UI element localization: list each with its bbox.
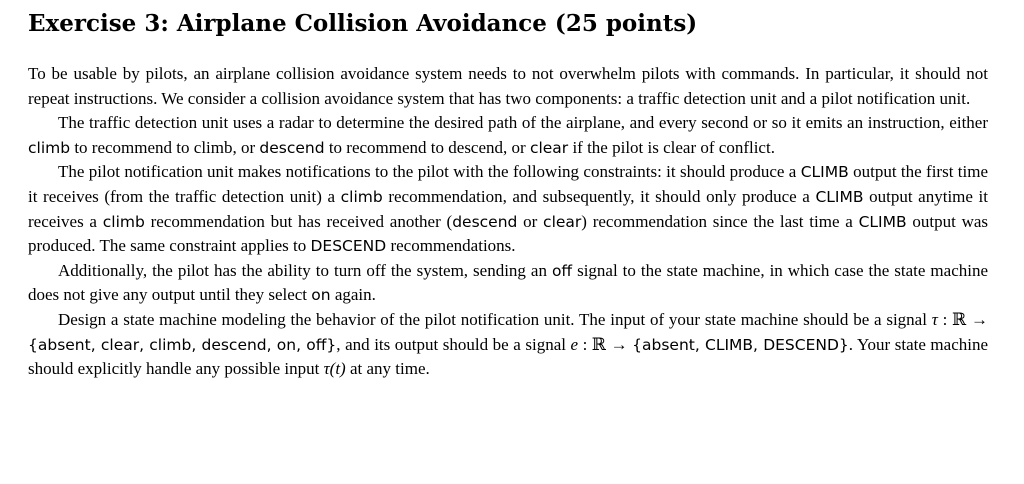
paragraph-intro: To be usable by pilots, an airplane collision avoidance system needs to not overwhelm pilots with commands. In particular, it should not repeat instructions. We consider a collision avoidance system that has two components: a traffic detection unit and a pilot notification unit.	[28, 64, 988, 108]
keyword-climb: climb	[28, 138, 71, 157]
text-segment: output anytime it receives a	[28, 186, 988, 231]
keyword-climb: climb	[102, 212, 145, 231]
paragraph-design-task	[28, 308, 988, 382]
paragraph-traffic-detection	[28, 111, 988, 160]
text-segment: Additionally, the pilot has the ability to turn off the system, sending an	[58, 260, 552, 280]
keyword-CLIMB: CLIMB	[858, 212, 907, 231]
math-input-signal: τ	[931, 309, 938, 329]
math-input-expression: τ(t)	[323, 359, 346, 379]
exercise-title: Exercise 3: Airplane Collision Avoidance (25 points)	[28, 10, 698, 37]
text-segment: if the pilot is clear of conflict.	[568, 137, 775, 157]
text-segment: ) recommendation since the last time a	[581, 211, 859, 231]
text-segment: , and its output should be a signal	[336, 334, 571, 354]
text-segment: output was produced. The same constraint applies to	[28, 211, 989, 256]
keyword-descend: descend	[452, 212, 518, 231]
exercise-body	[28, 62, 988, 382]
text-segment: The pilot notification unit makes notifications to the pilot with the following constraints: it should produce a	[58, 162, 801, 182]
math-output-domain: : ℝ →	[578, 334, 633, 354]
paragraph-off-switch	[28, 259, 988, 308]
text-segment: at any time.	[345, 359, 430, 379]
text-segment: recommendations.	[386, 236, 516, 256]
paragraph-pilot-notification	[28, 160, 988, 258]
keyword-clear: clear	[529, 138, 569, 157]
keyword-CLIMB: CLIMB	[815, 187, 864, 206]
text-segment: or	[517, 211, 544, 231]
keyword-off: off	[551, 261, 573, 280]
math-output-signal: e	[570, 334, 579, 354]
text-segment: recommendation, and subsequently, it should only produce a	[382, 186, 816, 206]
keyword-CLIMB: CLIMB	[800, 163, 849, 182]
text-segment: . Your state machine should explicitly handle any possible input	[28, 334, 989, 379]
keyword-DESCEND: DESCEND	[310, 237, 387, 256]
input-alphabet-set: {absent, clear, climb, descend, on, off}	[28, 335, 337, 354]
text-segment: recommendation but has received another (	[144, 211, 453, 231]
text-segment: The traffic detection unit uses a radar to determine the desired path of the airplane, and every second or so it emits an instruction, either	[58, 113, 988, 133]
text-segment: signal to the state machine, in which case the state machine does not give any output until they select	[28, 260, 989, 305]
keyword-on: on	[311, 286, 331, 305]
math-input-domain: : ℝ →	[937, 309, 988, 329]
keyword-climb: climb	[340, 187, 383, 206]
text-segment: Design a state machine modeling the behavior of the pilot notification unit. The input of your state machine should be a signal	[58, 309, 932, 329]
output-alphabet-set: {absent, CLIMB, DESCEND}	[632, 335, 849, 354]
exercise-page	[28, 8, 988, 382]
text-segment: to recommend to climb, or	[70, 137, 260, 157]
text-segment: output the first time it receives (from the traffic detection unit) a	[28, 162, 988, 206]
text-segment: to recommend to descend, or	[324, 137, 530, 157]
text-segment: again.	[330, 285, 376, 305]
keyword-descend: descend	[259, 138, 325, 157]
keyword-clear: clear	[543, 212, 582, 231]
